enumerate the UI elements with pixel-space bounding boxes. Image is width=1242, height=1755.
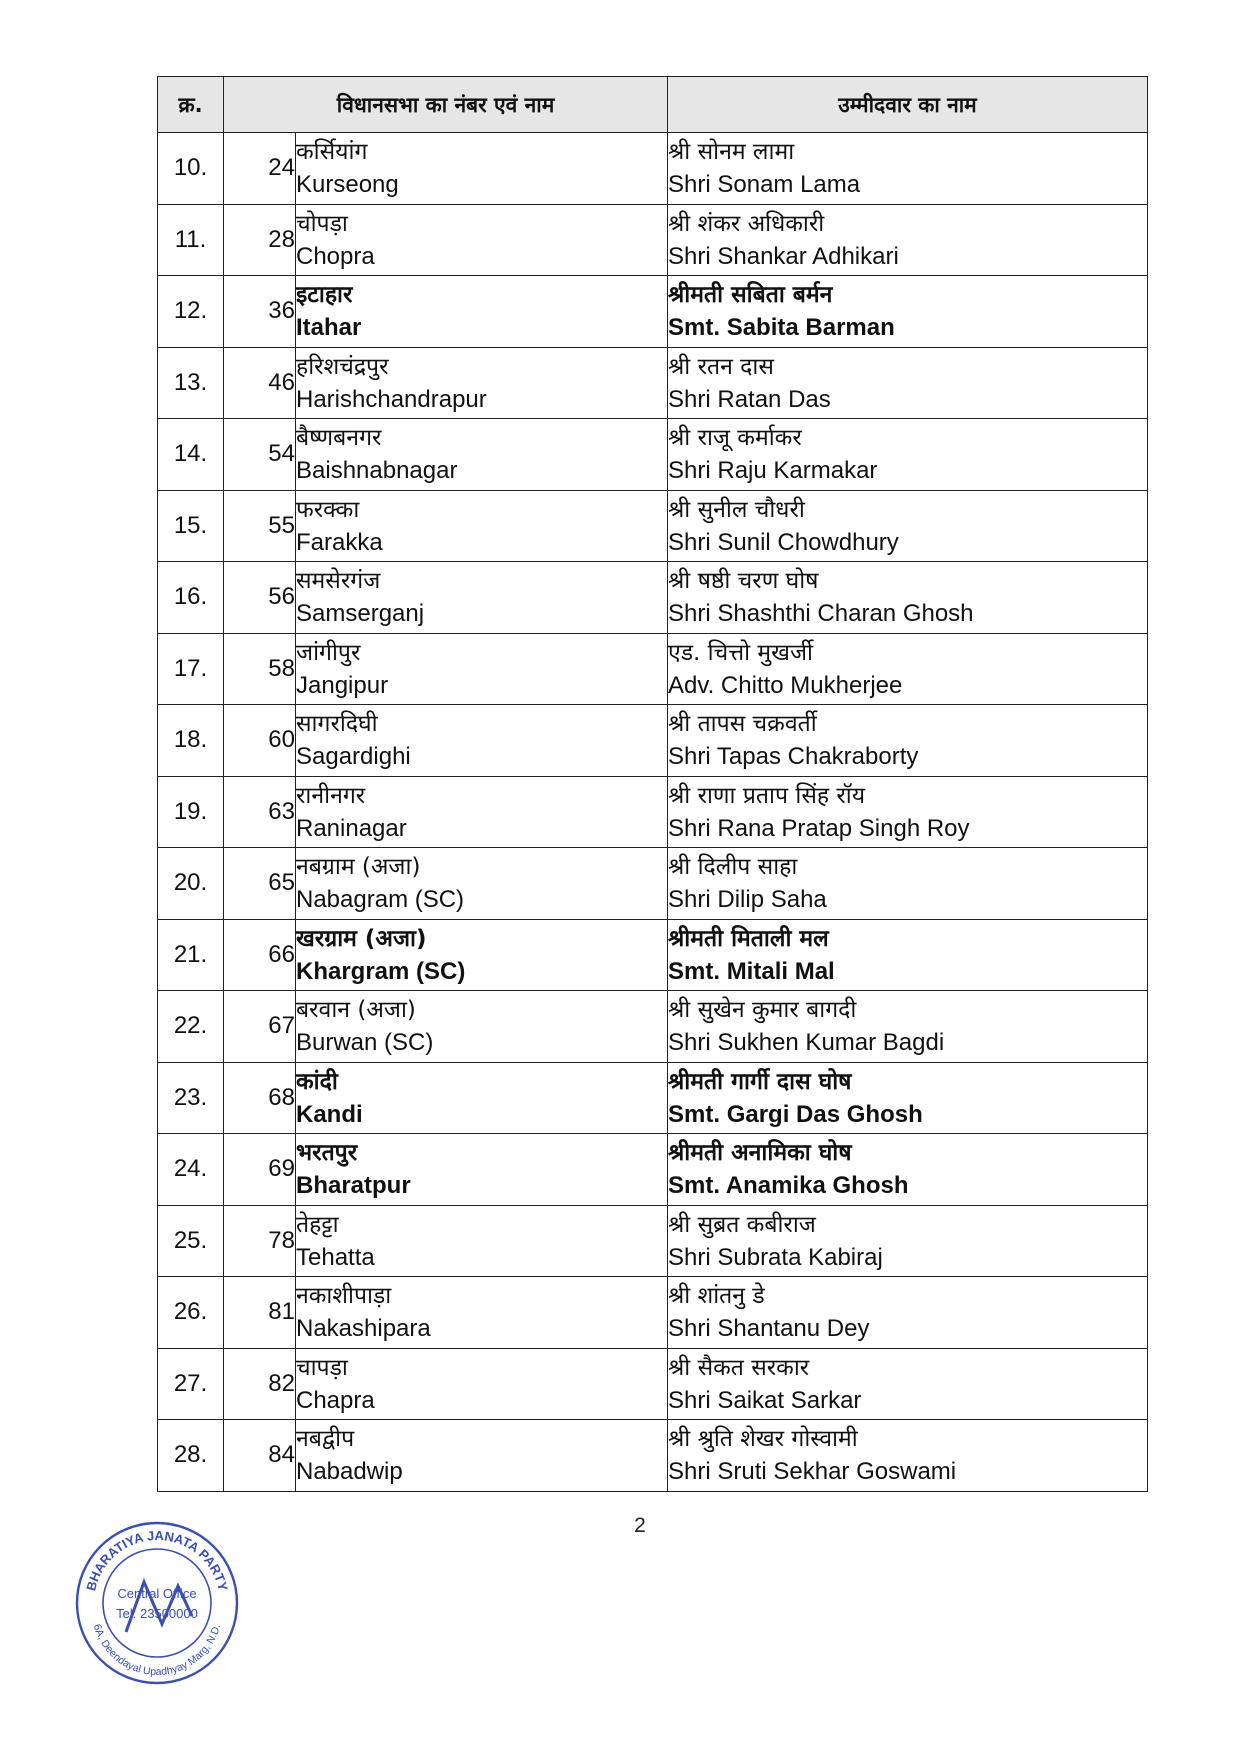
constituency-name-english: Burwan (SC) <box>296 1029 434 1057</box>
constituency-number-cell: 28 <box>224 204 296 276</box>
candidate-name-hindi: श्री सुब्रत कबीराज <box>668 1211 816 1238</box>
constituency-name-cell <box>296 562 668 634</box>
constituency-name-hindi: सागरदिघी <box>296 711 378 738</box>
constituency-name-english: Farakka <box>296 528 383 556</box>
page-number: 2 <box>634 1514 646 1537</box>
constituency-name-english: Nakashipara <box>296 1315 431 1343</box>
candidate-name-english: Shri Rana Pratap Singh Roy <box>668 814 970 842</box>
constituency-number-cell: 67 <box>224 991 296 1063</box>
candidate-name-cell <box>668 1062 1148 1134</box>
serial-number-cell: 11. <box>158 204 224 276</box>
serial-number-cell: 13. <box>158 347 224 419</box>
table-row <box>158 1062 1148 1134</box>
candidate-name-cell <box>668 1205 1148 1277</box>
constituency-number-cell: 55 <box>224 490 296 562</box>
candidate-name-hindi: श्रीमती सबिता बर्मन <box>668 282 833 309</box>
constituency-name-hindi: चापड़ा <box>296 1354 348 1381</box>
constituency-name-cell <box>296 419 668 491</box>
header-constituency: विधानसभा का नंबर एवं नाम <box>224 77 668 133</box>
candidate-name-hindi: श्री षष्ठी चरण घोष <box>668 568 819 595</box>
serial-number-cell: 15. <box>158 490 224 562</box>
candidate-name-hindi: श्री सुनील चौधरी <box>668 496 805 523</box>
candidate-name-hindi: एड. चित्तो मुखर्जी <box>668 639 813 666</box>
constituency-name-cell <box>296 1420 668 1492</box>
serial-number-cell: 10. <box>158 133 224 205</box>
constituency-name-hindi: समसेरगंज <box>296 568 381 595</box>
table-row <box>158 633 1148 705</box>
constituency-name-hindi: बैष्णबनगर <box>296 425 382 452</box>
candidate-name-hindi: श्री सैकत सरकार <box>668 1354 810 1381</box>
table-row <box>158 419 1148 491</box>
constituency-name-hindi: इटाहार <box>296 282 353 309</box>
constituency-name-cell <box>296 1277 668 1349</box>
serial-number-cell: 12. <box>158 276 224 348</box>
constituency-number-cell: 81 <box>224 1277 296 1349</box>
candidate-name-cell <box>668 347 1148 419</box>
constituency-number-cell: 82 <box>224 1348 296 1420</box>
candidate-name-hindi: श्री श्रुति शेखर गोस्वामी <box>668 1426 858 1453</box>
seal-center-line1: Central Office <box>117 1586 197 1601</box>
serial-number-cell: 27. <box>158 1348 224 1420</box>
candidate-name-english: Shri Shantanu Dey <box>668 1315 870 1343</box>
candidate-name-hindi: श्री रतन दास <box>668 353 774 380</box>
serial-number-cell: 20. <box>158 848 224 920</box>
constituency-name-hindi: फरक्का <box>296 496 360 523</box>
party-seal-stamp <box>74 1520 240 1686</box>
candidate-name-hindi: श्रीमती गार्गी दास घोष <box>668 1068 852 1095</box>
constituency-name-english: Raninagar <box>296 814 407 842</box>
candidate-name-english: Adv. Chitto Mukherjee <box>668 671 903 699</box>
constituency-number-cell: 36 <box>224 276 296 348</box>
serial-number-cell: 17. <box>158 633 224 705</box>
candidate-name-english: Shri Dilip Saha <box>668 886 827 914</box>
constituency-number-cell: 56 <box>224 562 296 634</box>
constituency-name-english: Khargram (SC) <box>296 957 466 985</box>
constituency-name-english: Bharatpur <box>296 1172 411 1200</box>
serial-number-cell: 24. <box>158 1134 224 1206</box>
serial-number-cell: 23. <box>158 1062 224 1134</box>
candidate-name-english: Shri Tapas Chakraborty <box>668 743 919 771</box>
candidate-name-hindi: श्री दिलीप साहा <box>668 854 798 881</box>
candidate-name-cell <box>668 919 1148 991</box>
table-body <box>158 133 1148 1492</box>
candidate-name-hindi: श्री शांतनु डे <box>668 1283 765 1310</box>
table-row <box>158 1277 1148 1349</box>
constituency-name-cell <box>296 490 668 562</box>
seal-bottom-text: 6A, Deendayal Upadhyay Marg, N.D. <box>90 1622 224 1679</box>
constituency-name-cell <box>296 633 668 705</box>
table-row <box>158 490 1148 562</box>
candidate-name-english: Shri Sukhen Kumar Bagdi <box>668 1029 945 1057</box>
candidate-name-hindi: श्री शंकर अधिकारी <box>668 210 825 237</box>
seal-center-line2: Tel: 23500000 <box>116 1606 198 1621</box>
constituency-name-cell <box>296 347 668 419</box>
constituency-number-cell: 65 <box>224 848 296 920</box>
constituency-number-cell: 24 <box>224 133 296 205</box>
constituency-name-hindi: कांदी <box>296 1068 338 1095</box>
constituency-name-hindi: बरवान (अजा) <box>296 997 416 1024</box>
candidate-name-english: Shri Sonam Lama <box>668 171 861 199</box>
candidate-name-english: Shri Subrata Kabiraj <box>668 1243 883 1271</box>
candidate-name-english: Smt. Gargi Das Ghosh <box>668 1100 923 1128</box>
candidate-name-english: Shri Sruti Sekhar Goswami <box>668 1458 957 1486</box>
table-row <box>158 1420 1148 1492</box>
candidate-name-english: Shri Sunil Chowdhury <box>668 528 899 556</box>
candidate-name-english: Shri Raju Karmakar <box>668 457 878 485</box>
candidate-name-english: Smt. Anamika Ghosh <box>668 1172 909 1200</box>
constituency-name-cell <box>296 919 668 991</box>
constituency-name-english: Chopra <box>296 242 375 270</box>
candidate-name-cell <box>668 705 1148 777</box>
constituency-name-cell <box>296 1348 668 1420</box>
table-header-row <box>158 77 1148 133</box>
constituency-name-hindi: जांगीपुर <box>296 639 361 666</box>
candidate-name-hindi: श्रीमती अनामिका घोष <box>668 1140 852 1167</box>
table-row <box>158 848 1148 920</box>
constituency-name-cell <box>296 1062 668 1134</box>
constituency-name-hindi: भरतपुर <box>296 1140 358 1167</box>
constituency-name-hindi: खरग्राम (अजा) <box>296 925 427 952</box>
candidate-name-english: Smt. Mitali Mal <box>668 957 835 985</box>
constituency-name-english: Harishchandrapur <box>296 385 487 413</box>
constituency-name-english: Nabagram (SC) <box>296 886 465 914</box>
constituency-name-cell <box>296 705 668 777</box>
candidate-name-cell <box>668 633 1148 705</box>
constituency-name-hindi: कर्सियांग <box>296 139 368 166</box>
candidate-name-english: Shri Shashthi Charan Ghosh <box>668 600 974 628</box>
constituency-name-hindi: तेहट्टा <box>296 1211 339 1238</box>
constituency-name-english: Samserganj <box>296 600 425 628</box>
constituency-number-cell: 46 <box>224 347 296 419</box>
table-row <box>158 991 1148 1063</box>
candidate-name-cell <box>668 419 1148 491</box>
candidate-name-hindi: श्री राणा प्रताप सिंह रॉय <box>668 782 866 809</box>
serial-number-cell: 19. <box>158 776 224 848</box>
candidate-name-hindi: श्रीमती मिताली मल <box>668 925 829 952</box>
constituency-number-cell: 60 <box>224 705 296 777</box>
constituency-name-hindi: नकाशीपाड़ा <box>296 1283 392 1310</box>
constituency-number-cell: 78 <box>224 1205 296 1277</box>
constituency-name-cell <box>296 991 668 1063</box>
constituency-name-english: Baishnabnagar <box>296 457 458 485</box>
candidate-name-cell <box>668 1277 1148 1349</box>
serial-number-cell: 28. <box>158 1420 224 1492</box>
constituency-name-english: Kurseong <box>296 171 399 199</box>
candidate-name-cell <box>668 1348 1148 1420</box>
constituency-name-cell <box>296 276 668 348</box>
table-row <box>158 276 1148 348</box>
constituency-name-cell <box>296 1205 668 1277</box>
serial-number-cell: 21. <box>158 919 224 991</box>
constituency-number-cell: 54 <box>224 419 296 491</box>
constituency-name-cell <box>296 133 668 205</box>
constituency-name-english: Jangipur <box>296 671 389 699</box>
constituency-number-cell: 69 <box>224 1134 296 1206</box>
table-row <box>158 705 1148 777</box>
constituency-name-hindi: नबद्वीप <box>296 1426 355 1453</box>
header-candidate: उम्मीदवार का नाम <box>668 77 1148 133</box>
table-row <box>158 1134 1148 1206</box>
candidate-name-hindi: श्री तापस चक्रवर्ती <box>668 711 817 738</box>
candidate-name-cell <box>668 562 1148 634</box>
constituency-name-cell <box>296 776 668 848</box>
constituency-name-hindi: हरिशचंद्रपुर <box>296 353 389 380</box>
candidate-name-cell <box>668 490 1148 562</box>
constituency-name-hindi: रानीनगर <box>296 782 366 809</box>
table-row <box>158 919 1148 991</box>
candidate-name-english: Shri Saikat Sarkar <box>668 1386 862 1414</box>
constituency-name-english: Nabadwip <box>296 1458 403 1486</box>
table-row <box>158 562 1148 634</box>
candidate-name-english: Shri Ratan Das <box>668 385 831 413</box>
constituency-name-cell <box>296 848 668 920</box>
serial-number-cell: 26. <box>158 1277 224 1349</box>
candidate-name-hindi: श्री सोनम लामा <box>668 139 795 166</box>
constituency-name-cell <box>296 1134 668 1206</box>
header-serial: क्र. <box>158 77 224 133</box>
candidate-name-cell <box>668 848 1148 920</box>
constituency-name-english: Sagardighi <box>296 743 411 771</box>
candidate-name-cell <box>668 991 1148 1063</box>
candidate-name-cell <box>668 776 1148 848</box>
constituency-number-cell: 68 <box>224 1062 296 1134</box>
constituency-name-cell <box>296 204 668 276</box>
constituency-number-cell: 58 <box>224 633 296 705</box>
constituency-number-cell: 66 <box>224 919 296 991</box>
table-row <box>158 1348 1148 1420</box>
candidate-name-english: Smt. Sabita Barman <box>668 314 895 342</box>
table-row <box>158 776 1148 848</box>
table-row <box>158 347 1148 419</box>
candidate-name-cell <box>668 204 1148 276</box>
candidate-name-cell <box>668 1134 1148 1206</box>
serial-number-cell: 22. <box>158 991 224 1063</box>
constituency-name-english: Itahar <box>296 314 362 342</box>
table-row <box>158 133 1148 205</box>
candidate-name-cell <box>668 133 1148 205</box>
serial-number-cell: 18. <box>158 705 224 777</box>
table-row <box>158 1205 1148 1277</box>
serial-number-cell: 16. <box>158 562 224 634</box>
constituency-name-english: Tehatta <box>296 1243 375 1271</box>
table-row <box>158 204 1148 276</box>
candidate-name-hindi: श्री राजू कर्माकर <box>668 425 802 452</box>
constituency-name-english: Kandi <box>296 1100 363 1128</box>
constituency-number-cell: 63 <box>224 776 296 848</box>
constituency-name-english: Chapra <box>296 1386 375 1414</box>
constituency-name-hindi: चोपड़ा <box>296 210 348 237</box>
constituency-number-cell: 84 <box>224 1420 296 1492</box>
candidate-table <box>157 76 1148 1492</box>
candidate-name-english: Shri Shankar Adhikari <box>668 242 899 270</box>
serial-number-cell: 25. <box>158 1205 224 1277</box>
candidate-name-cell <box>668 1420 1148 1492</box>
constituency-name-hindi: नबग्राम (अजा) <box>296 854 421 881</box>
seal-ring-text: BHARATIYA JANATA PARTY <box>83 1527 231 1593</box>
serial-number-cell: 14. <box>158 419 224 491</box>
candidate-name-hindi: श्री सुखेन कुमार बागदी <box>668 997 857 1024</box>
candidate-name-cell <box>668 276 1148 348</box>
